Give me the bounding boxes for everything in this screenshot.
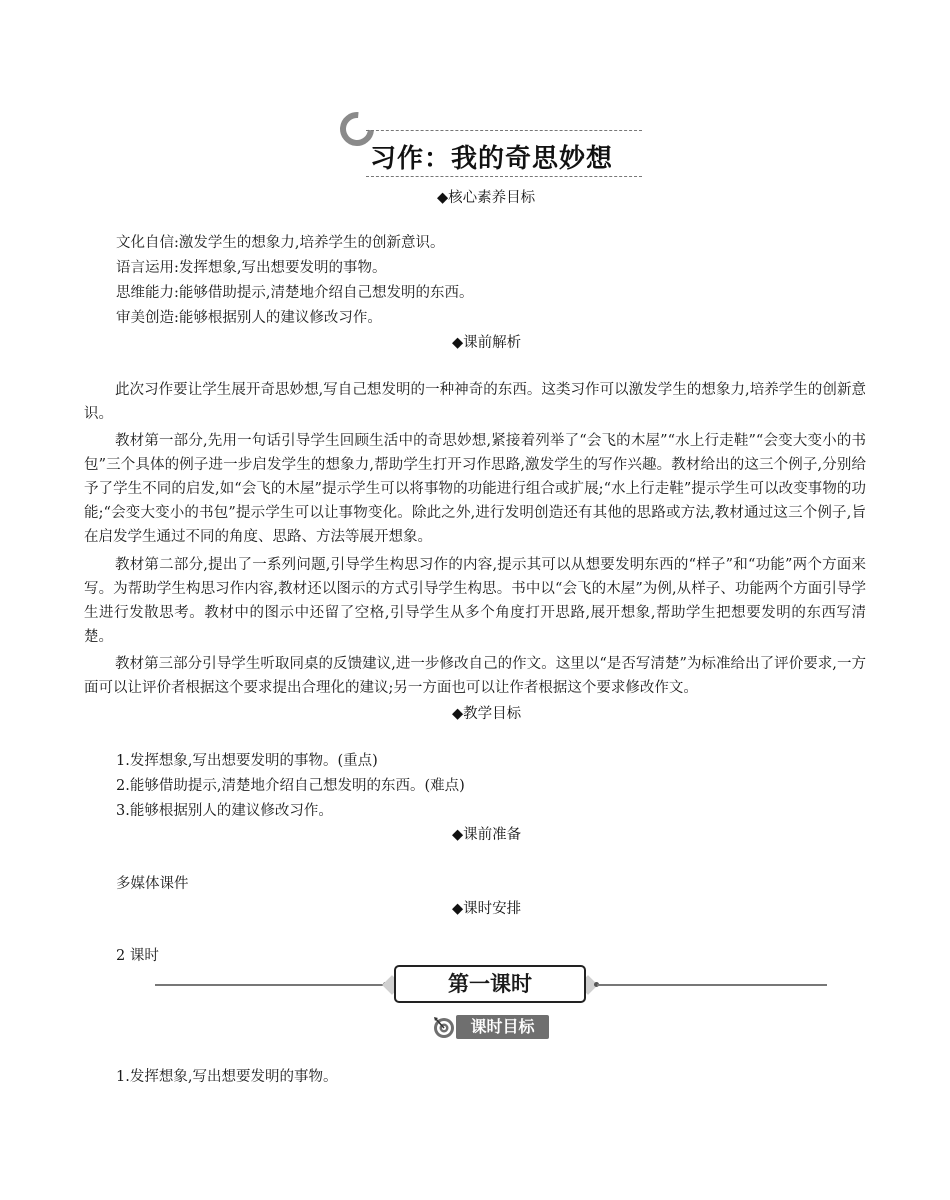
title-block: [340, 112, 650, 182]
lesson-goal-item: 1.发挥想象,写出想要发明的事物。: [116, 1069, 338, 1085]
schedule-heading: ◆课时安排: [452, 901, 522, 917]
title-bottom-rule: [366, 176, 642, 177]
schedule-text: 2 课时: [116, 948, 159, 964]
lesson-divider-right: [597, 984, 827, 986]
literacy-heading: ◆核心素养目标: [437, 190, 536, 206]
prep-heading: ◆课前准备: [452, 827, 522, 843]
prep-text: 多媒体课件: [116, 876, 189, 892]
target-icon: [432, 1015, 456, 1039]
title-top-rule: [366, 130, 642, 131]
analysis-paragraph: 教材第一部分,先用一句话引导学生回顾生活中的奇思妙想,紧接着列举了“会飞的木屋”“水上行走鞋”“会变大变小的书包”三个具体的例子进一步启发学生的想象力,帮助学生打开习作思路,激发学生的写作兴趣。教材给出的这三个例子,分别给予了学生不同的启发,如“会飞的木屋”提示学生可以将事物的功能进行组合或扩展;“水上行走鞋”提示学生可以改变事物的功能;“会变大变小的书包”提示学生可以让事物变化。除此之外,进行发明创造还有其他的思路或方法,教材通过这三个例子,旨在启发学生通过不同的角度、思路、方法等展开想象。: [84, 433, 866, 545]
literacy-item: 文化自信:激发学生的想象力,培养学生的创新意识。: [116, 235, 445, 251]
analysis-paragraph: 教材第二部分,提出了一系列问题,引导学生构思习作的内容,提示其可以从想要发明东西的“样子”和“功能”两个方面来写。为帮助学生构思习作内容,教材还以图示的方式引导学生构思。书中以“会飞的木屋”为例,从样子、功能两个方面引导学生进行发散思考。教材中的图示中还留了空格,引导学生从多个角度打开思路,展开想象,帮助学生把想要发明的东西写清楚。: [84, 557, 866, 645]
lesson-goal-badge: [432, 1014, 549, 1040]
analysis-paragraph: 教材第三部分引导学生听取同桌的反馈建议,进一步修改自己的作文。这里以“是否写清楚”为标准给出了评价要求,一方面可以让评价者根据这个要求提出合理化的建议;另一方面也可以让作者根据这个要求修改作文。: [84, 656, 866, 696]
literacy-item: 审美创造:能够根据别人的建议修改习作。: [116, 310, 382, 326]
analysis-paragraph: 此次习作要让学生展开奇思妙想,写自己想发明的一种神奇的东西。这类习作可以激发学生的想象力,培养学生的创新意识。: [84, 382, 866, 422]
goal-item: 3.能够根据别人的建议修改习作。: [116, 803, 333, 819]
literacy-item: 思维能力:能够借助提示,清楚地介绍自己想发明的东西。: [116, 285, 474, 301]
page-title: 习作：我的奇思妙想: [370, 144, 614, 174]
goal-item: 2.能够借助提示,清楚地介绍自己想发明的东西。(难点): [116, 778, 465, 794]
lesson-title-box: 第一课时: [394, 965, 586, 1003]
goals-heading: ◆教学目标: [452, 706, 522, 722]
goal-item: 1.发挥想象,写出想要发明的事物。(重点): [116, 753, 378, 769]
literacy-item: 语言运用:发挥想象,写出想要发明的事物。: [116, 260, 387, 276]
lesson-divider-left: [155, 984, 385, 986]
lesson-goal-badge-label: 课时目标: [456, 1015, 549, 1039]
analysis-heading: ◆课前解析: [452, 335, 522, 351]
